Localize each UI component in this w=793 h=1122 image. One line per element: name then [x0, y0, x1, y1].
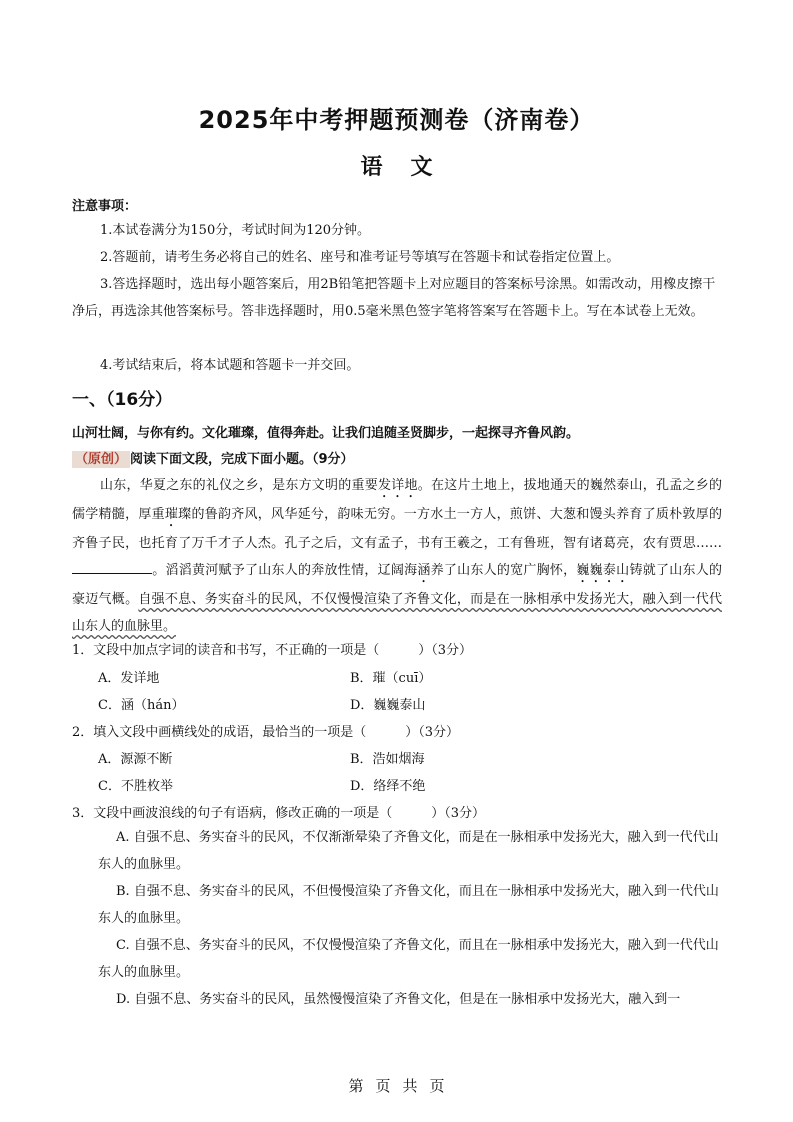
question-2-stem: 2．填入文段中画横线处的成语，最恰当的一项是（ ）（3分） — [72, 725, 460, 740]
notice-item-3: 3.答选择题时，选出每小题答案后，用2B铅笔把答题卡上对应题目的答案标号涂黑。如需改动，用橡皮擦干净后，再选涂其他答案标号。答非选择题时，用0.5毫米黑色签字笔将答案写在答题卡上。写在本试卷上无效。 — [72, 277, 716, 319]
footer-gong: 共 — [402, 1077, 418, 1095]
passage-text: 。在这片土地上，拔地通天的巍然泰山，孔孟之乡的儒学精髓，厚重 — [72, 478, 722, 522]
wavy-underlined-sentence: 自强不息、务实奋斗的民风，不仅慢慢渲染了齐鲁文化，而是在一脉相承中发扬光大，融入到一代代山东人的血脉里。 — [72, 592, 722, 634]
subject-char-1: 语 — [360, 155, 383, 180]
notice-heading: 注意事项： — [72, 199, 138, 214]
page-footer — [0, 1075, 793, 1096]
footer-ye: 页 — [375, 1077, 391, 1095]
q2-option-a: A．源源不断 — [98, 752, 173, 767]
dotted-word: 涵 — [417, 563, 431, 578]
footer-ye2: 页 — [429, 1077, 445, 1095]
original-tag: （原创） — [72, 451, 130, 468]
passage-text: 养了山东人的宽广胸怀， — [430, 563, 577, 578]
question-3-stem: 3．文段中画波浪线的句子有语病，修改正确的一项是（ ）（3分） — [72, 806, 486, 821]
q3-option-b: B. 自强不息、务实奋斗的民风，不但慢慢渲染了齐鲁文化，而且在一脉相承中发扬光大，融入到一代代山东人的血脉里。 — [98, 884, 719, 926]
question-1-stem: 1．文段中加点字词的读音和书写，不正确的一项是（ ）（3分） — [72, 643, 473, 658]
dotted-word: 璀 — [164, 507, 179, 522]
q2-option-b: B．浩如烟海 — [350, 752, 425, 767]
notice-item-1: 1.本试卷满分为150分，考试时间为120分钟。 — [100, 223, 371, 238]
section-title: 一、（16分） — [72, 390, 173, 410]
notice-item-4: 4.考试结束后，将本试题和答题卡一并交回。 — [100, 358, 360, 373]
fill-blank — [72, 561, 152, 574]
q3-option-d: D. 自强不息、务实奋斗的民风，虽然慢慢渲染了齐鲁文化，但是在一脉相承中发扬光大，融入到一 — [116, 992, 681, 1007]
q1-option-d: D．巍巍泰山 — [350, 698, 426, 713]
subject-char-2: 文 — [410, 155, 433, 180]
passage-text: 山东，华夏之东的礼仪之乡，是东方文明的重要 — [100, 478, 379, 493]
notice-item-2: 2.答题前，请考生务必将自己的姓名、座号和准考证号等填写在答题卡和试卷指定位置上。 — [100, 250, 620, 265]
dotted-word: 发详地 — [378, 478, 418, 493]
subject-title — [0, 150, 793, 181]
q2-option-d: D．络绎不绝 — [350, 779, 426, 794]
q3-option-c: C. 自强不息、务实奋斗的民风，不仅慢慢渲染了齐鲁文化，而且在一脉相承中发扬光大，融入到一代代山东人的血脉里。 — [98, 938, 719, 980]
passage-text: 。滔滔黄河赋予了山东人的奔放性情，辽阔海 — [152, 563, 418, 578]
passage-text: 铸就了山东人的豪迈气概。 — [72, 563, 722, 607]
dotted-word: 巍巍泰山 — [576, 563, 630, 578]
q1-option-a: A．发详地 — [98, 671, 160, 686]
exam-title: 2025年中考押题预测卷（济南卷） — [198, 106, 595, 134]
task-text: 阅读下面文段，完成下面小题。（9分） — [130, 452, 354, 467]
section-intro: 山河壮阔，与你有约。文化璀璨，值得奔赴。让我们追随圣贤脚步，一起探寻齐鲁风韵。 — [72, 426, 580, 441]
q3-option-a: A. 自强不息、务实奋斗的民风，不仅渐渐晕染了齐鲁文化，而是在一脉相承中发扬光大，融入到一代代山东人的血脉里。 — [98, 830, 719, 872]
footer-di: 第 — [348, 1077, 364, 1095]
passage-text: 璨的鲁韵齐风，风华延兮，韵味无穷。一方水土一方人，煎饼、大葱和馒头养育了质朴敦厚的齐鲁子民，也托育了万千才子人杰。孔子之后，文有孟子，书有王羲之，工有鲁班，智有诸葛亮，农有贾思…… — [72, 507, 722, 551]
reading-passage — [72, 472, 722, 640]
q2-option-c: C．不胜枚举 — [98, 779, 173, 794]
q1-option-c: C．涵（hán） — [98, 698, 185, 713]
q1-option-b: B．璀（cuī） — [350, 671, 432, 686]
task-instruction — [72, 448, 354, 467]
